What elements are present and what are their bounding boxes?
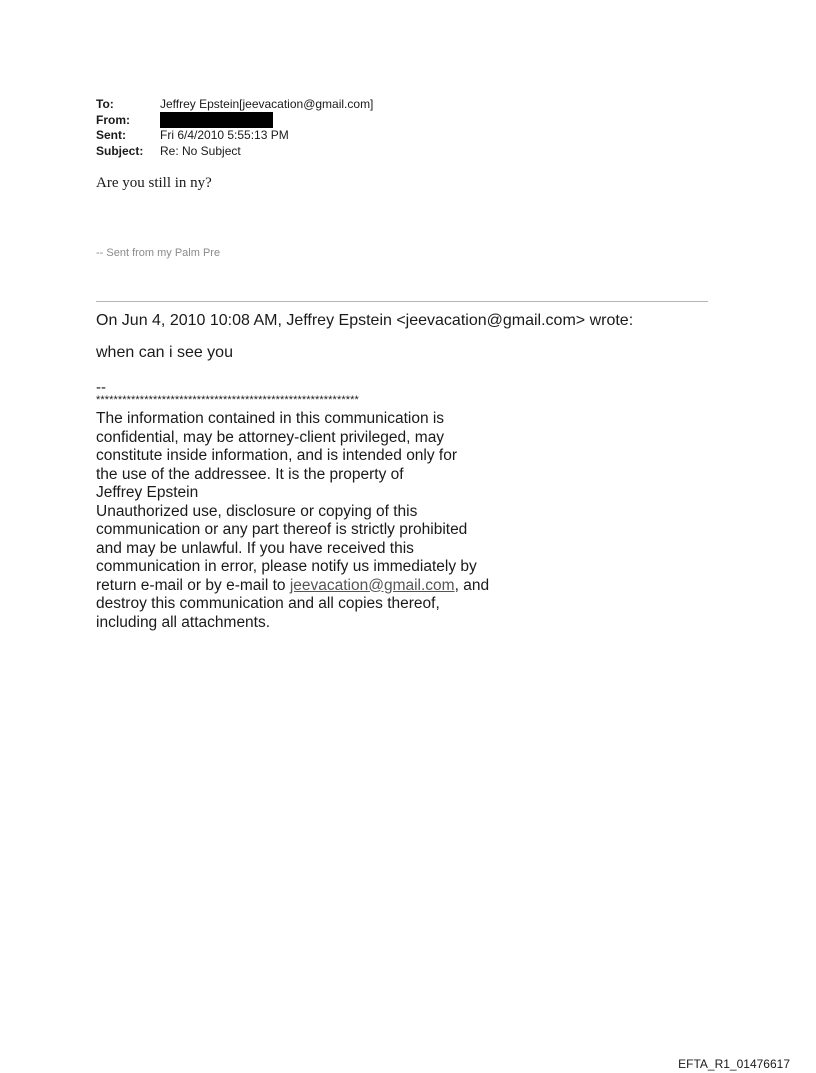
redaction-box	[160, 112, 273, 128]
to-label: To:	[96, 97, 114, 111]
message-body: Are you still in ny?	[96, 175, 212, 191]
confidentiality-disclaimer	[96, 410, 516, 632]
return-prefix: return e-mail or by e-mail to	[96, 576, 290, 594]
to-row	[96, 97, 373, 113]
sent-from-signature: -- Sent from my Palm Pre	[96, 247, 221, 259]
disclaimer-line: Jeffrey Epstein	[96, 484, 199, 501]
email-link[interactable]: jeevacation@gmail.com	[289, 576, 455, 594]
quoted-message	[96, 312, 696, 632]
disclaimer-line: communication in error, please notify us immediately by	[96, 558, 477, 575]
disclaimer-line: and may be unlawful. If you have received this	[96, 539, 414, 557]
to-value: Jeffrey Epstein[jeevacation@gmail.com]	[160, 97, 374, 111]
disclaimer-line: the use of the addressee. It is the property of	[96, 465, 404, 483]
subject-row	[96, 144, 373, 160]
disclaimer-line: including all attachments.	[96, 613, 271, 631]
disclaimer-line: confidential, may be attorney-client privileged, may	[96, 428, 445, 446]
subject-label: Subject:	[96, 143, 144, 158]
document-id: EFTA_R1_01476617	[678, 1057, 790, 1071]
sent-row	[96, 128, 373, 144]
email-header	[96, 97, 373, 159]
quote-intro: On Jun 4, 2010 10:08 AM, Jeffrey Epstein <jeevacation@gmail.com> wrote:	[96, 312, 634, 329]
asterisk-separator: ************************************************************	[96, 394, 359, 406]
signature-dash: --	[96, 379, 106, 396]
sent-label: Sent:	[96, 128, 126, 142]
return-suffix: , and	[454, 576, 490, 594]
quoted-message-text: when can i see you	[96, 344, 233, 361]
disclaimer-line: communication or any part thereof is strictly prohibited	[96, 521, 468, 538]
disclaimer-return-line	[96, 577, 516, 596]
disclaimer-line: destroy this communication and all copies thereof,	[96, 595, 440, 612]
sent-value: Fri 6/4/2010 5:55:13 PM	[160, 128, 289, 142]
disclaimer-line: constitute inside information, and is intended only for	[96, 447, 458, 464]
disclaimer-line: The information contained in this communication is	[96, 410, 445, 427]
subject-value: Re: No Subject	[160, 143, 241, 158]
disclaimer-line: Unauthorized use, disclosure or copying of this	[96, 502, 418, 520]
from-label: From:	[96, 112, 130, 127]
quote-divider	[96, 301, 708, 302]
